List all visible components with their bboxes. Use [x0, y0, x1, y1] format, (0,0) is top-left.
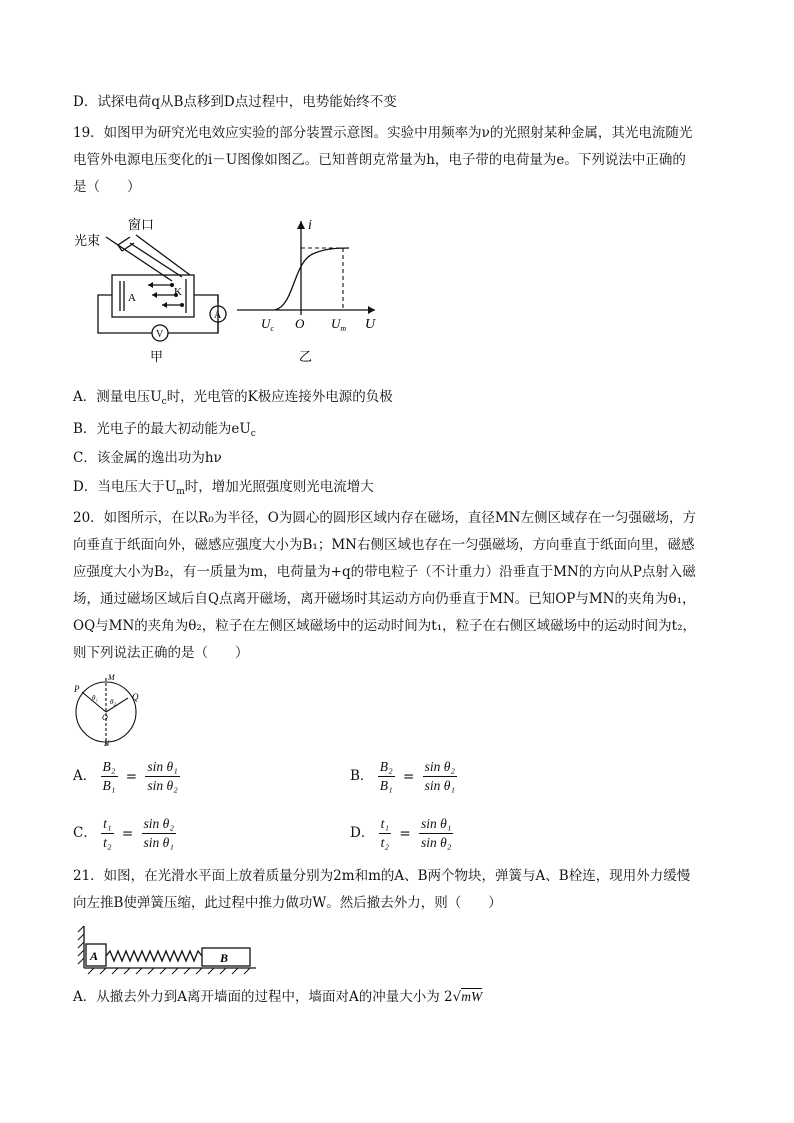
- block-a-label: A: [90, 949, 99, 963]
- q21-stem-line1: 21．如图，在光滑水平面上放着质量分别为2m和m的A、B两个物块，弹簧与A、B栓连，现用外力缓慢: [73, 868, 691, 884]
- q19-figure-yi: [235, 215, 385, 365]
- label-m: M: [108, 673, 115, 682]
- voltmeter-label: V: [156, 329, 164, 340]
- q19-figure-jia: [70, 215, 230, 365]
- q19-option-b: B．光电子的最大初动能为$eU_c$: [73, 421, 256, 439]
- q21-spring-figure: [78, 924, 268, 974]
- label-electrode-k: K: [174, 286, 182, 298]
- label-q: Q: [132, 692, 139, 702]
- block-b-label: B: [220, 951, 229, 965]
- label-origin: O: [295, 316, 305, 331]
- q19-stem-line3: 是（ ）: [73, 179, 141, 195]
- q20-stem-line5: OQ与MN的夹角为θ₂，粒子在左侧区域磁场中的运动时间为t₁，粒子在右侧区域磁场中的运动时间为t₂，: [73, 618, 696, 634]
- q20-stem-line1: 20．如图所示，在以R₀为半径，O为圆心的圆形区域内存在磁场，直径MN左侧区域存在一匀强磁场，方: [73, 510, 696, 526]
- label-electrode-a: A: [128, 292, 136, 304]
- q20-stem-line2: 向垂直于纸面向外，磁感应强度大小为B₁；MN右侧区域也存在一匀强磁场，方向垂直于纸面向里，磁感: [73, 537, 695, 553]
- label-light-beam: 光束: [74, 233, 101, 248]
- label-window: 窗口: [128, 217, 155, 232]
- q20-option-a: A． $\frac{\text{B₂}}{\text{B₁}}$ = $\frac{\text{sin θ₁}}{\text{sin θ₂}}$: [73, 759, 178, 793]
- q21-stem-line2: 向左推B使弹簧压缩，此过程中推力做功W。然后撤去外力，则（ ）: [73, 895, 502, 911]
- q20-option-d: D． $\frac{\text{t₁}}{\text{t₂}}$ = $\frac{\text{sin θ₁}}{\text{sin θ₂}}$: [350, 816, 452, 850]
- axis-label-i: i: [308, 218, 312, 233]
- q20-option-c: C． $\frac{\text{t₁}}{\text{t₂}}$ = $\frac{\text{sin θ₂}}{\text{sin θ₁}}$: [73, 816, 174, 850]
- caption-yi: 乙: [299, 349, 313, 364]
- ammeter-label: A: [214, 310, 222, 321]
- caption-jia: 甲: [150, 349, 164, 364]
- q19-stem-line2: 电管外电源电压变化的i－U图像如图乙。已知普朗克常量为h，电子带的电荷量为e。下列说法中正确的: [73, 152, 686, 168]
- label-theta2: θ₂: [110, 698, 116, 706]
- q20-option-b: B． $\frac{\text{B₂}}{\text{B₁}}$ = $\frac{\text{sin θ₂}}{\text{sin θ₁}}$: [350, 759, 456, 793]
- q20-circle-figure: [70, 672, 150, 752]
- label-o: O: [102, 713, 108, 722]
- label-uc: $U_c$: [261, 316, 274, 333]
- axis-label-u: U: [365, 317, 376, 332]
- q19-option-d: D．当电压大于$U_m$时，增加光照强度则光电流增大: [73, 479, 374, 497]
- label-um: $U_m$: [331, 316, 347, 333]
- q19-option-c: C．该金属的逸出功为hν: [73, 450, 222, 466]
- q19-stem-line1: 19．如图甲为研究光电效应实验的部分装置示意图。实验中用频率为ν的光照射某种金属，其光电流随光: [73, 125, 693, 141]
- q20-stem-line6: 则下列说法正确的是（ ）: [73, 645, 249, 661]
- label-n: N: [104, 739, 110, 748]
- q19-option-a: A．测量电压$U_c$时，光电管的K极应连接外电源的负极: [73, 389, 393, 407]
- q18-option-d: D．试探电荷q从B点移到D点过程中，电势能始终不变: [73, 94, 397, 110]
- q21-option-a: A．从撤去外力到A离开墙面的过程中，墙面对A的冲量大小为 2√mW: [73, 989, 483, 1005]
- q20-stem-line4: 场，通过磁场区域后自Q点离开磁场，离开磁场时其运动方向仍垂直于MN。已知OP与MN的夹角为θ₁，: [73, 591, 696, 607]
- q20-stem-line3: 应强度大小为B₂，有一质量为m，电荷量为+q的带电粒子（不计重力）沿垂直于MN的方向从P点射入磁: [73, 564, 696, 580]
- label-theta1: θ₁: [92, 694, 98, 702]
- label-p: P: [74, 684, 80, 694]
